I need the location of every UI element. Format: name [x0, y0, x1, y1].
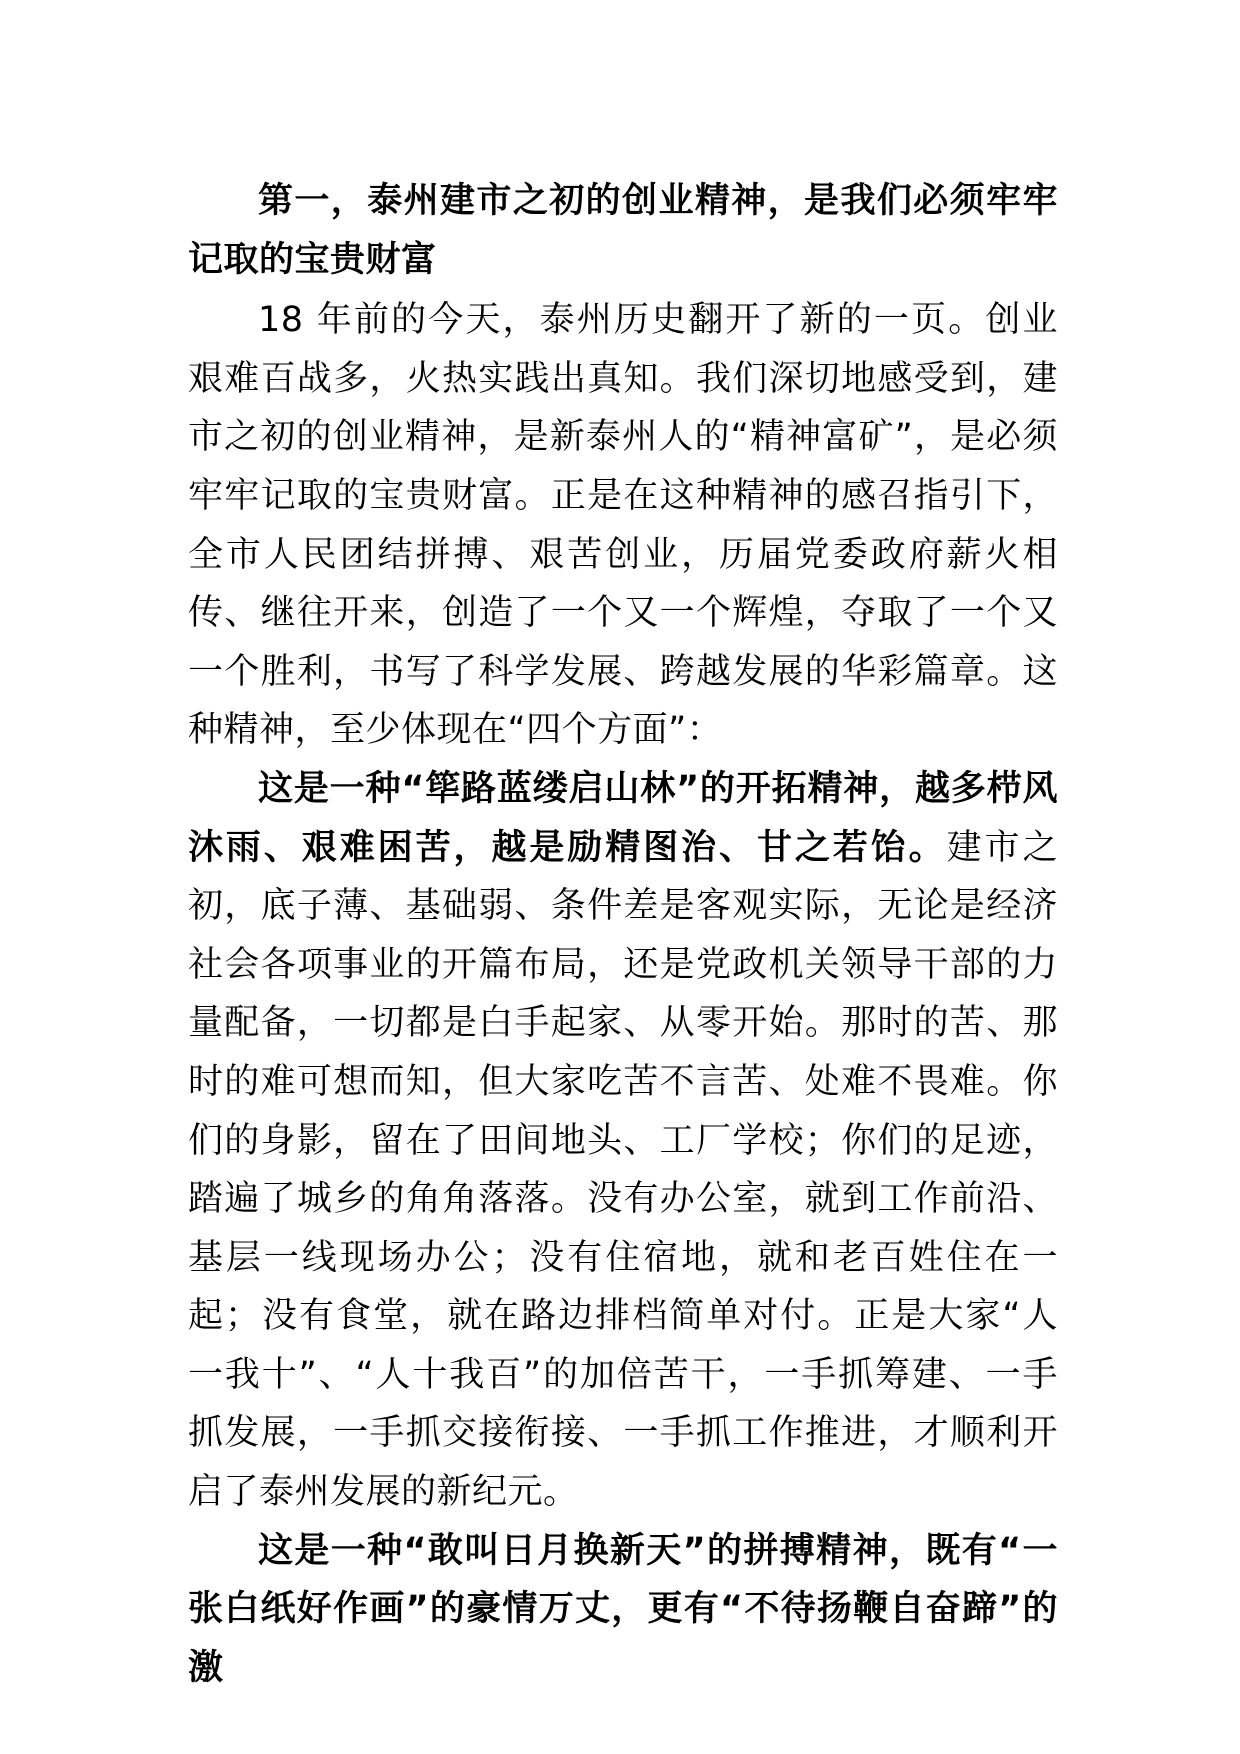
paragraph-body-text: 建市之初，底子薄、基础弱、条件差是客观实际，无论是经济社会各项事业的开篇布局，还是党政机关领导干部的力量配备，一切都是白手起家、从零开始。那时的苦、那时的难可想而知，但大家吃苦不言苦、处难不畏难。你们的身影，留在了田间地头、工厂学校；你们的足迹，踏遍了城乡的角角落落。没有办公室，就到工作前沿、基层一线现场办公；没有住宿地，就和老百姓住在一起；没有食堂，就在路边排档简单对付。正是大家“人一我十”、“人十我百”的加倍苦干，一手抓筹建、一手抓发展，一手抓交接衔接、一手抓工作推进，才顺利开启了泰州发展的新纪元。 [188, 827, 1058, 1513]
paragraph-intro: 18 年前的今天，泰州历史翻开了新的一页。创业艰难百战多，火热实践出真知。我们深切地感受到，建市之初的创业精神，是新泰州人的“精神富矿”，是必须牢牢记取的宝贵财富。正是在这种精神的感召指引下，全市人民团结拼搏、艰苦创业，历届党委政府薪火相传、继往开来，创造了一个又一个辉煌，夺取了一个又一个胜利，书写了科学发展、跨越发展的华彩篇章。这种精神，至少体现在“四个方面”： [188, 300, 1058, 751]
paragraph-striving-spirit [188, 1522, 1058, 1698]
document-page [188, 172, 1058, 1697]
section-heading: 第一，泰州建市之初的创业精神，是我们必须牢牢记取的宝贵财富 [188, 181, 1058, 280]
paragraph-pioneering-spirit [188, 760, 1058, 1522]
paragraph-lead-bold: 这是一种“敢叫日月换新天”的拼搏精神，既有“一张白纸好作画”的豪情万丈，更有“不待扬鞭自奋蹄”的激 [188, 1530, 1058, 1688]
paragraph-lead-bold: 这是一种“筚路蓝缕启山林”的开拓精神，越多栉风沐雨、艰难困苦，越是励精图治、甘之若饴。 [188, 768, 1058, 868]
